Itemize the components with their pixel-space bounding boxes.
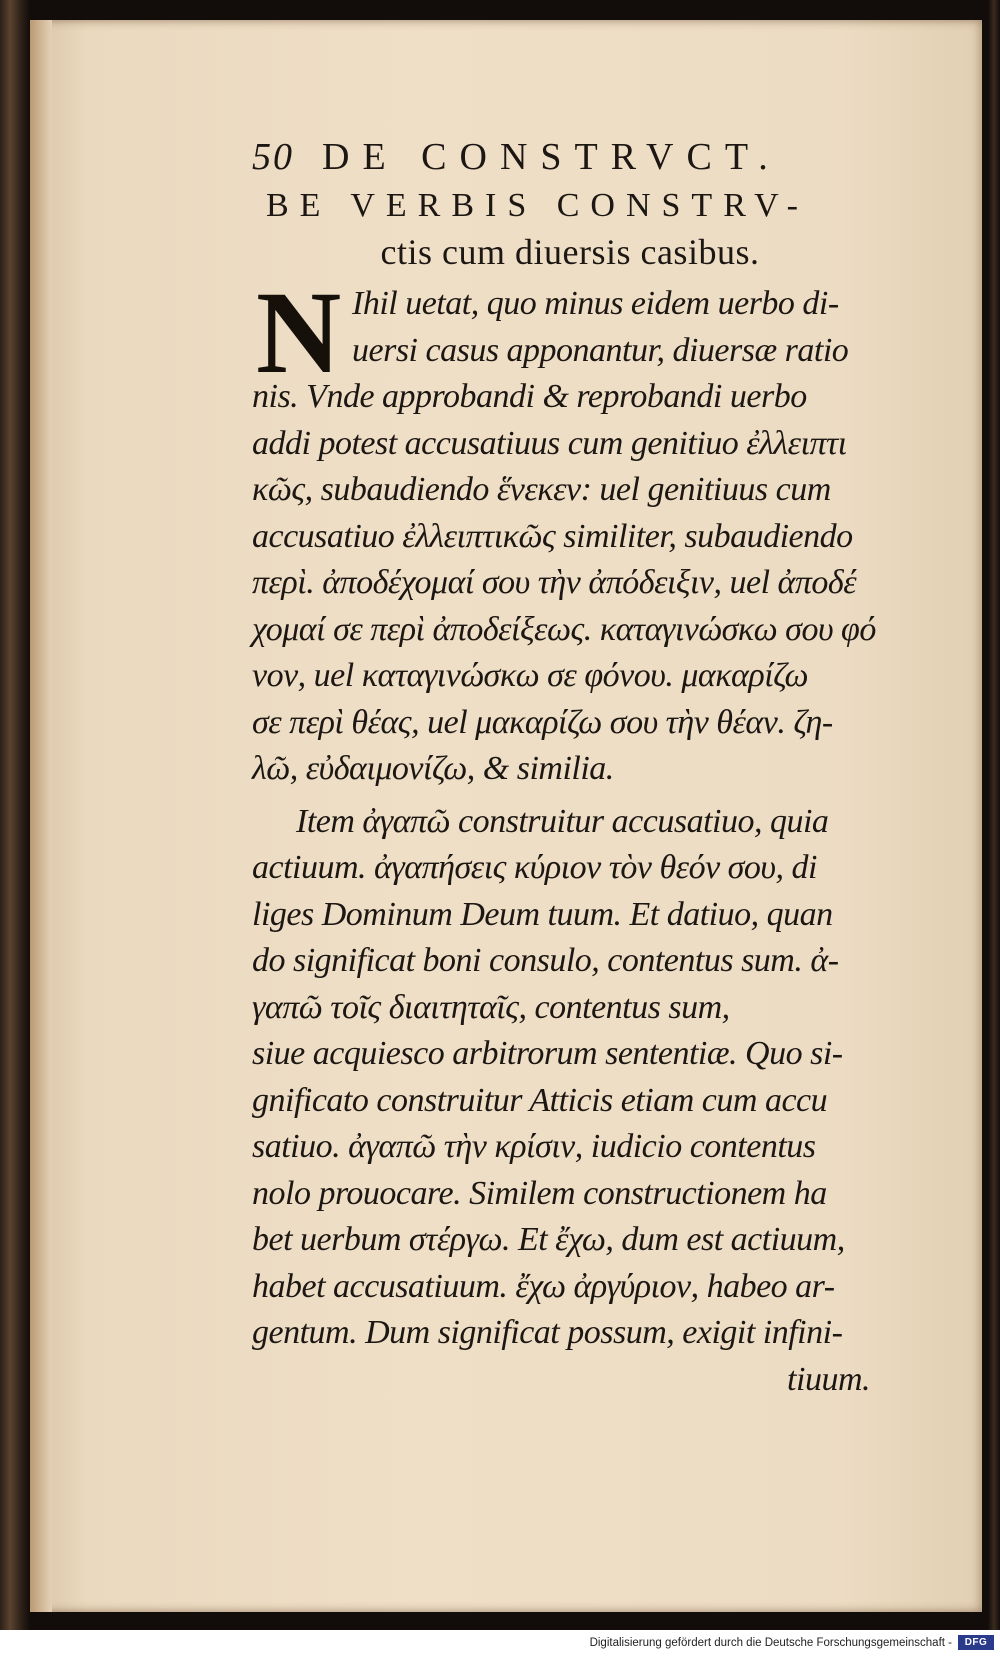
paragraph-2	[252, 799, 888, 1404]
page-gutter	[30, 20, 52, 1612]
funding-credit: Digitalisierung gefördert durch die Deutsche Forschungsgemeinschaft -	[589, 1637, 952, 1649]
drop-cap: N	[256, 267, 342, 398]
digitization-footer	[0, 1630, 1000, 1656]
text-line: nolo prouocare. Similem constructionem ha	[252, 1174, 827, 1212]
text-line: actiuum. ἀγαπήσεις κύριον τὸν θεόν σου, di	[252, 849, 817, 886]
text-line: περὶ. ἀποδέχομαί σου τὴν ἀπόδειξιν, uel ἀποδέ	[252, 564, 857, 601]
text-line: do significat boni consulo, contentus sum. ἀ-	[252, 942, 839, 979]
text-line: Ihil uetat, quo minus eidem uerbo di-	[352, 285, 839, 322]
text-line: χομαί σε περὶ ἀποδείξεως. καταγινώσκω σου φό	[252, 610, 876, 648]
text-line: accusatiuo ἐλλειπτικῶς similiter, subaudiendo	[252, 517, 853, 555]
text-line: γαπῶ τοῖς διαιτηταῖς, contentus sum,	[252, 988, 730, 1026]
text-line: gentum. Dum significat possum, exigit infini-	[252, 1314, 843, 1351]
text-line: σε περὶ θέας, uel μακαρίζω σου τὴν θέαν. ζη-	[252, 703, 833, 741]
dfg-logo: DFG	[958, 1635, 994, 1650]
chapter-title-line-2: ctis cum diuersis casibus.	[380, 232, 760, 272]
text-line: νον, uel καταγινώσκω σε φόνου. μακαρίζω	[252, 657, 808, 694]
text-line: uersi casus apponantur, diuersæ ratio	[352, 331, 849, 369]
text-line: tiuum.	[787, 1360, 870, 1398]
running-title: DE CONSTRVCT.	[322, 136, 781, 178]
text-line: satiuo. ἀγαπῶ τὴν κρίσιν, iudicio contentus	[252, 1128, 816, 1165]
paragraph-1	[252, 267, 888, 793]
text-line: Item ἀγαπῶ construitur accusatiuo, quia	[296, 802, 829, 840]
text-line: κῶς, subaudiendo ἕνεκεν: uel genitiuus cum	[252, 471, 831, 508]
text-line: nis. Vnde approbandi & reprobandi uerbo	[252, 378, 807, 415]
text-line: bet uerbum στέργω. Et ἔχω, dum est actiuum,	[252, 1221, 845, 1258]
book-page	[30, 20, 982, 1612]
text-line: addi potest accusatiuus cum genitiuo ἐλλειπτι	[252, 424, 847, 462]
text-line: habet accusatiuum. ἔχω ἀργύριον, habeo ar-	[252, 1267, 835, 1305]
running-head	[252, 135, 888, 179]
text-block	[252, 135, 888, 1403]
text-line: λῶ, εὐδαιμονίζω, & similia.	[252, 750, 614, 787]
text-line: siue acquiesco arbitrorum sententiæ. Quo si-	[252, 1035, 843, 1072]
text-line: gnificato construitur Atticis etiam cum accu	[252, 1081, 828, 1119]
page-number: 50	[252, 136, 294, 178]
text-line: liges Dominum Deum tuum. Et datiuo, quan	[252, 895, 833, 933]
chapter-title-line-1: BE VERBIS CONSTRV-	[266, 187, 809, 224]
